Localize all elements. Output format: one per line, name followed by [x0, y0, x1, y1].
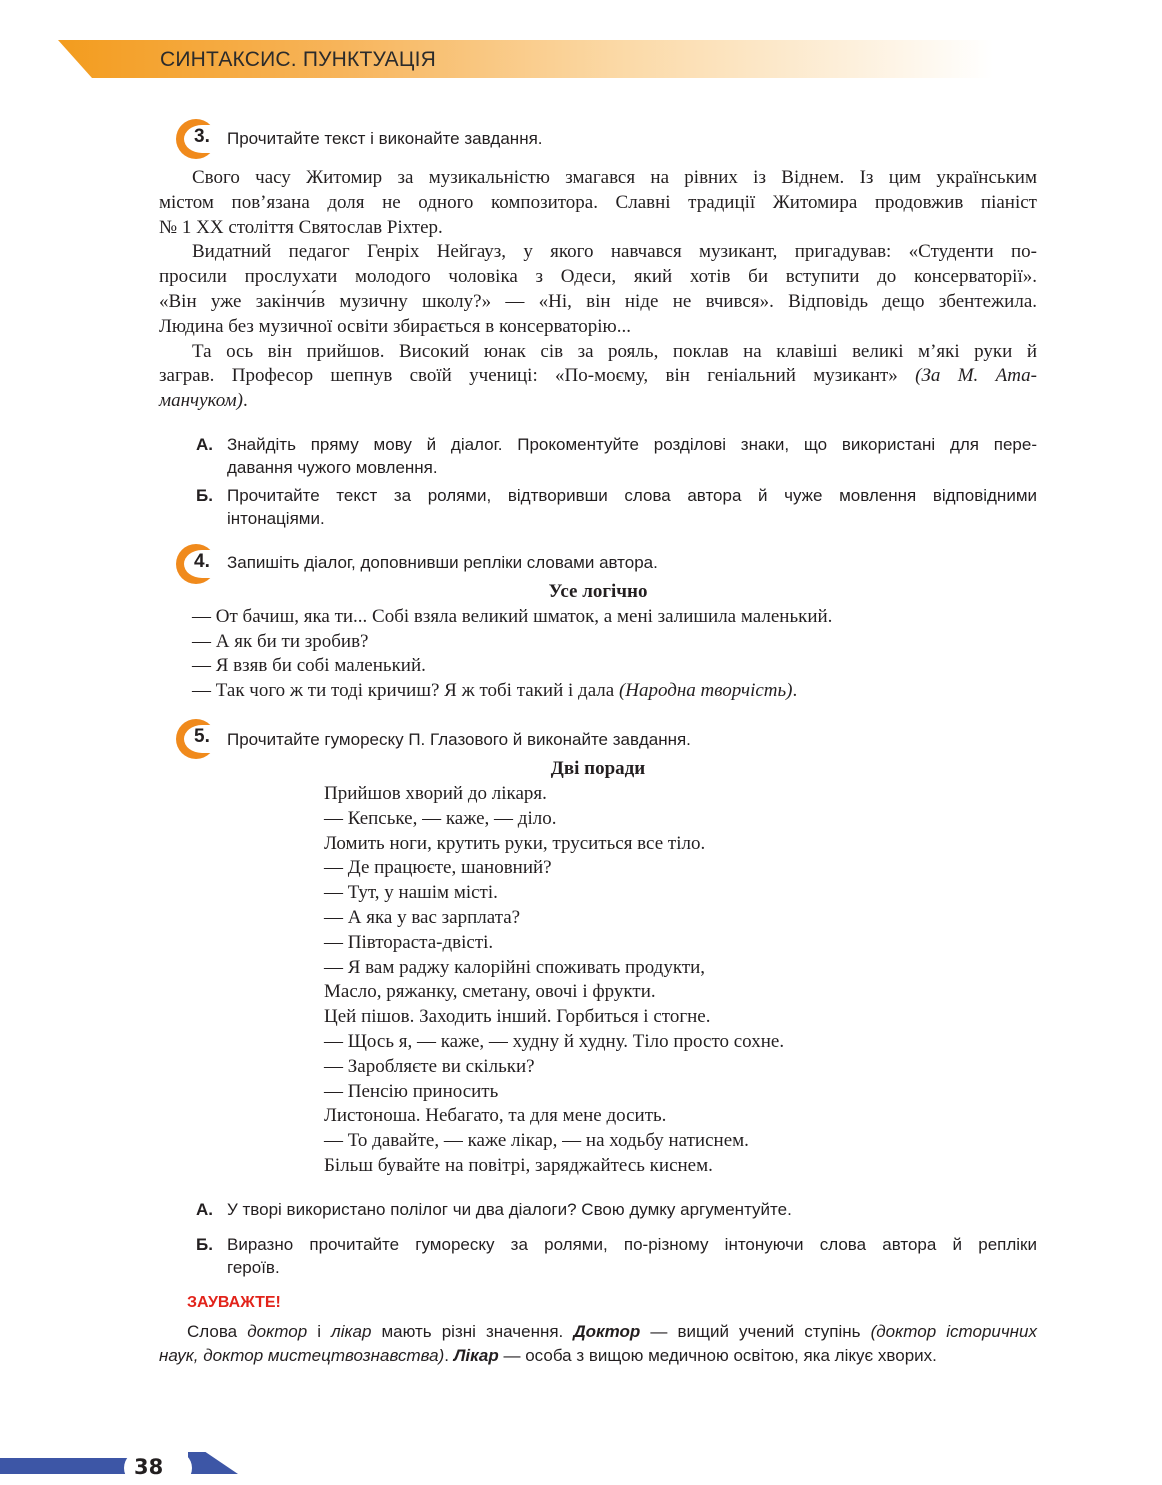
source-citation: (За М. Ата- [915, 365, 1038, 387]
exercise-3-text: Свого часу Житомир за музикальністю змагався на рівних із Віднем. Із цим українським містом пов’язана доля не одного композитора. Славні традиції Житомира продовжив піаніст № 1 XX століття Святослав Ріхтер. Видатний педагог Генріх Нейгауз, у якого навчався музикант, пригадував: «Студенти по- просили прослухати молодого чоловіка з Одеси, який хотів би вступити до консерваторії». «Він уже закінчи́в музичну школу?» — «Ні, він ніде не вчився». Відповідь дещо збентежила. Людина без музичної освіти збирається в консерваторію... Та ось він прийшов. Високий юнак сів за рояль, поклав на клавіші великі м’які руки й заграв. Професор шепнув своїй учениці: «По-моєму, він геніальний музикант» (За М. Ата- манчуком). [159, 167, 1038, 412]
poem-line: — Де працюєте, шановний? [324, 857, 552, 879]
poem-line: — Заробляєте ви скільки? [324, 1055, 535, 1077]
poem-line: Прийшов хворий до лікаря. [324, 783, 547, 804]
poem-line: Цей пішов. Заходить інший. Горбиться і стогне. [324, 1006, 711, 1028]
poem-line: — А яка у вас зарплата? [324, 906, 521, 928]
task-label: А. [196, 435, 213, 454]
exercise-number: 3. [194, 126, 210, 147]
section-title: СИНТАКСИС. ПУНКТУАЦІЯ [160, 48, 436, 71]
task-label: Б. [196, 486, 213, 505]
poem-line: Більш бувайте на повітрі, заряджайтесь киснем. [324, 1154, 713, 1176]
dialog-title: Усе логічно [548, 581, 648, 602]
poem-line: — Пенсію приносить [324, 1080, 499, 1102]
poem-lines [324, 782, 784, 1179]
page-number: 38 [134, 1455, 164, 1479]
note-title: ЗАУВАЖТЕ! [187, 1294, 281, 1311]
task-label: А. [196, 1200, 213, 1219]
poem-line: Масло, ряжанку, сметану, овочі і фрукти. [324, 981, 656, 1003]
poem-line: — Кепське, — каже, — діло. [324, 807, 557, 829]
task-label: Б. [196, 1235, 213, 1254]
exercise-4-instruction: Запишіть діалог, доповнивши репліки словами автора. [227, 553, 658, 572]
dialog-line: — Я взяв би собі маленький. [192, 655, 426, 677]
note-text: Слова доктор і лікар мають різні значення. Доктор — вищий учений ступінь (доктор історичних наук, доктор мистецтвознавства). Лікар — особа з вищою медичною освітою, яка лікує хворих. [159, 1322, 1037, 1365]
dialog-line: — Так чого ж ти тоді кричиш? Я ж тобі такий і дала (Народна творчість). [192, 679, 798, 701]
poem-line: — Півтораста-двісті. [324, 931, 494, 953]
exercise-3-number-badge [176, 119, 220, 161]
poem-title: Дві поради [550, 758, 646, 779]
dialog-line: — От бачиш, яка ти... Собі взяла великий шматок, а мені залишила маленький. [192, 606, 833, 627]
exercise-5-instruction: Прочитайте гумореску П. Глазового й виконайте завдання. [227, 730, 691, 749]
poem-line: — Я вам раджу калорійні споживать продукти, [324, 956, 706, 978]
footer-bar [0, 1458, 128, 1474]
source-citation-cont: манчуком) [159, 390, 243, 412]
dialog-lines [192, 605, 832, 703]
exercise-number: 5. [194, 726, 210, 747]
exercise-5-number-badge [176, 719, 220, 761]
poem-line: — Щось я, — каже, — худну й худну. Тіло просто сохне. [324, 1030, 785, 1052]
exercise-number: 4. [194, 551, 210, 572]
poem-line: — То давайте, — каже лікар, — на ходьбу натиснем. [324, 1130, 749, 1152]
dialog-line: — А як би ти зробив? [192, 630, 369, 652]
exercise-4-number-badge [176, 544, 220, 586]
poem-line: Ломить ноги, крутить руки, труситься все тіло. [324, 832, 706, 854]
poem-line: — Тут, у нашім місті. [324, 882, 498, 904]
source-citation: (Народна творчість) [618, 679, 793, 701]
poem-line: Листоноша. Небагато, та для мене досить. [324, 1105, 667, 1127]
footer-arrow-decoration [188, 1452, 238, 1474]
exercise-3-instruction: Прочитайте текст і виконайте завдання. [227, 129, 543, 148]
